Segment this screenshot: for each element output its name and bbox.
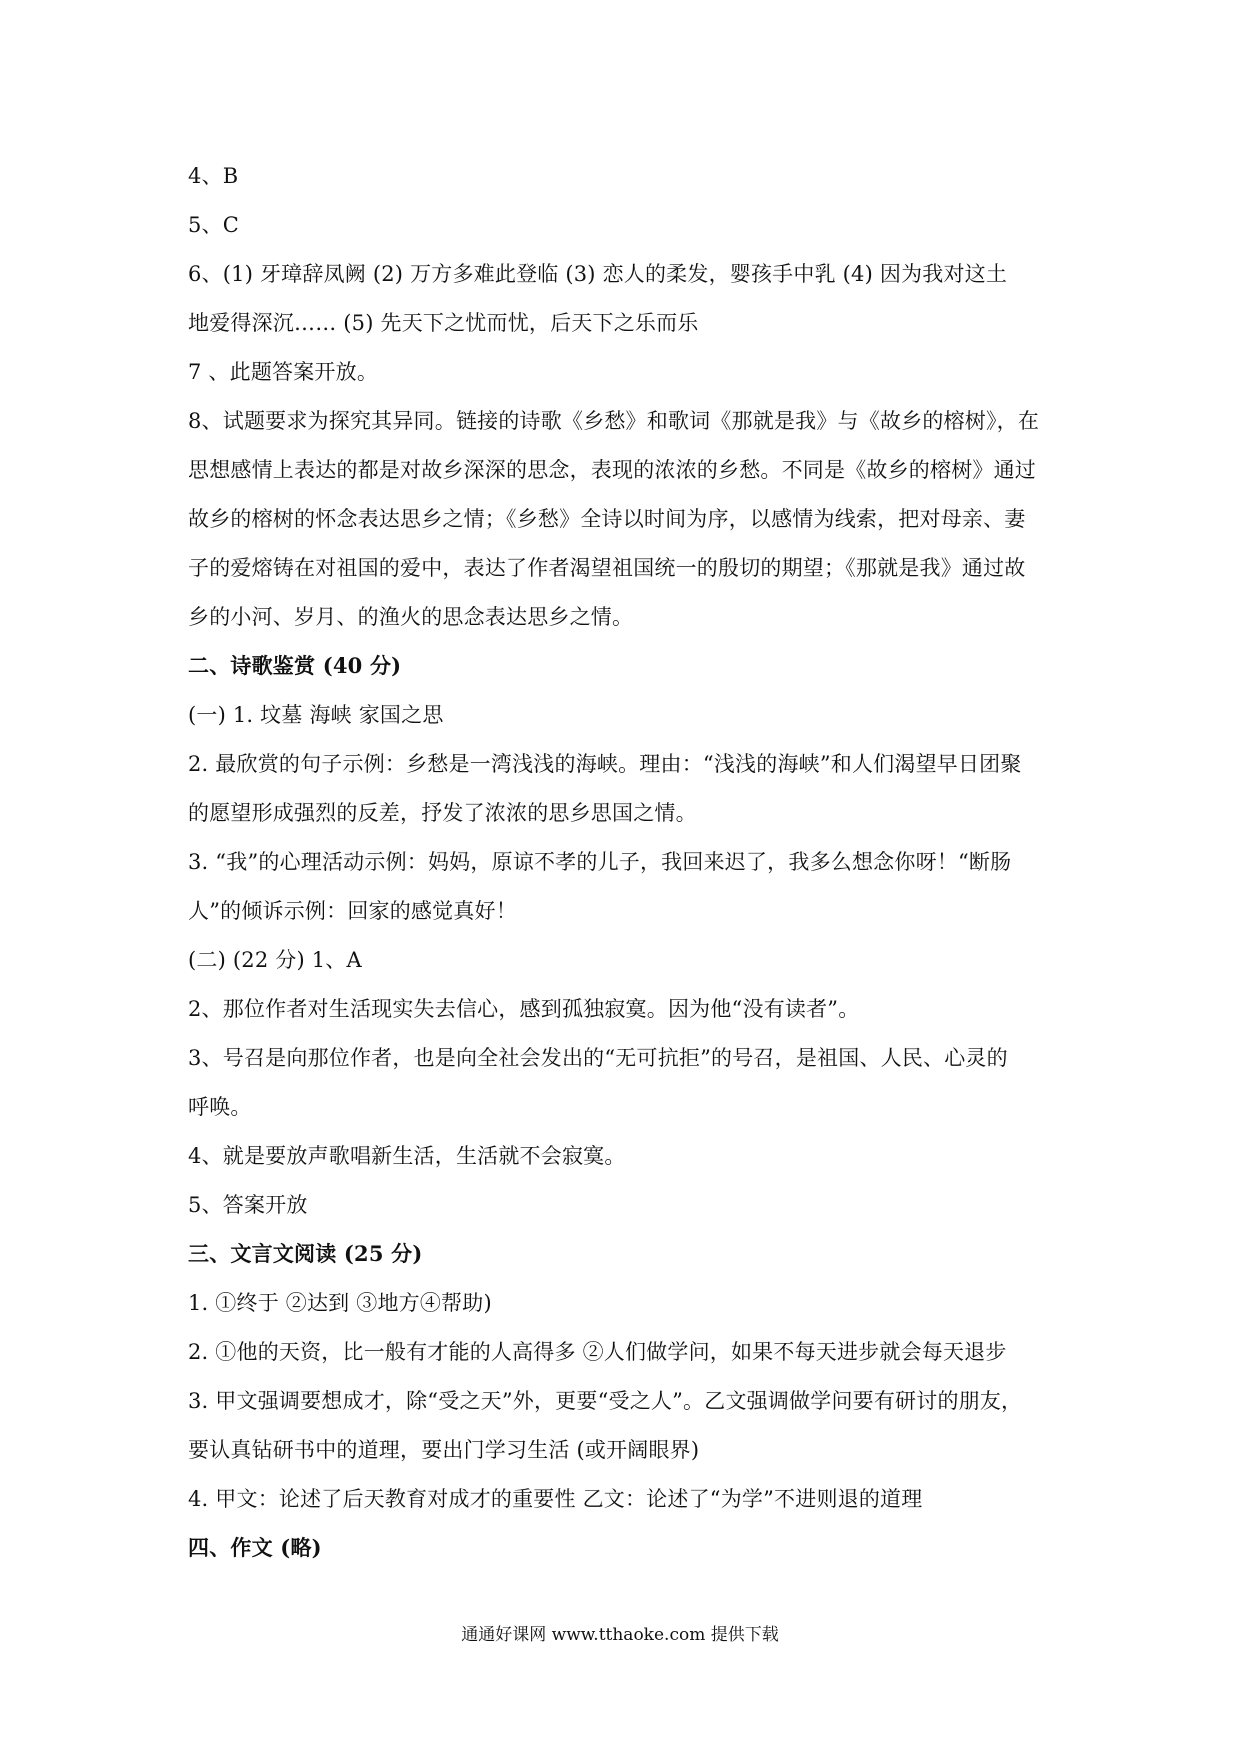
answer-5: 5、C [188, 213, 240, 237]
answer-8-line-2: 思想感情上表达的都是对故乡深深的思念，表现的浓浓的乡愁。不同是《故乡的榕树》通过 [188, 458, 1036, 482]
answer-7: 7 、此题答案开放。 [188, 360, 379, 384]
section-2-part-2-answer-3-line-1: 3、号召是向那位作者，也是向全社会发出的“无可抗拒”的号召，是祖国、人民、心灵的 [188, 1046, 1008, 1070]
answer-6-line-1: 6、(1) 牙璋辞凤阙 (2) 万方多难此登临 (3) 恋人的柔发，婴孩手中乳 (4) 因为我对这土 [188, 262, 1008, 286]
section-2-answer-2-line-2: 的愿望形成强烈的反差，抒发了浓浓的思乡思国之情。 [188, 801, 697, 825]
section-2-answer-3-line-2: 人”的倾诉示例：回家的感觉真好！ [188, 899, 517, 923]
answer-4: 4、B [188, 164, 239, 188]
section-2-answer-2-line-1: 2. 最欣赏的句子示例：乡愁是一湾浅浅的海峡。理由：“浅浅的海峡”和人们渴望早日团聚 [188, 752, 1022, 776]
section-2-part-2-answer-5: 5、答案开放 [188, 1193, 308, 1217]
section-2-part-2-answer-3-line-2: 呼唤。 [188, 1095, 252, 1119]
section-4-heading: 四、作文 (略) [188, 1535, 322, 1560]
section-2-answer-3-line-1: 3. “我”的心理活动示例：妈妈，原谅不孝的儿子，我回来迟了，我多么想念你呀！“断肠 [188, 850, 1012, 874]
answer-8-line-4: 子的爱熔铸在对祖国的爱中，表达了作者渴望祖国统一的殷切的期望；《那就是我》通过故 [188, 556, 1026, 580]
answer-6-line-2: 地爱得深沉…… (5) 先天下之忧而忧，后天下之乐而乐 [188, 311, 699, 335]
section-2-part-2-answer-2: 2、那位作者对生活现实失去信心，感到孤独寂寞。因为他“没有读者”。 [188, 997, 860, 1021]
section-3-heading: 三、文言文阅读 (25 分) [188, 1241, 423, 1266]
section-2-answer-1: (一) 1. 坟墓 海峡 家国之思 [188, 703, 444, 727]
section-3-answer-4: 4. 甲文：论述了后天教育对成才的重要性 乙文：论述了“为学”不进则退的道理 [188, 1487, 923, 1511]
answer-8-line-5: 乡的小河、岁月、的渔火的思念表达思乡之情。 [188, 605, 634, 629]
page-footer: 通通好课网 www.tthaoke.com 提供下载 [461, 1625, 779, 1645]
answer-8-line-1: 8、试题要求为探究其异同。链接的诗歌《乡愁》和歌词《那就是我》与《故乡的榕树》，在 [188, 409, 1040, 433]
section-3-answer-2: 2. ①他的天资，比一般有才能的人高得多 ②人们做学问，如果不每天进步就会每天退步 [188, 1340, 1007, 1364]
section-3-answer-3-line-1: 3. 甲文强调要想成才，除“受之天”外，更要“受之人”。乙文强调做学问要有研讨的朋友， [188, 1389, 1023, 1413]
section-2-part-2-answer-1: (二) (22 分) 1、A [188, 948, 362, 972]
section-2-part-2-answer-4: 4、就是要放声歌唱新生活，生活就不会寂寞。 [188, 1144, 626, 1168]
answer-8-line-3: 故乡的榕树的怀念表达思乡之情；《乡愁》全诗以时间为序，以感情为线索，把对母亲、妻 [188, 507, 1026, 531]
section-3-answer-3-line-2: 要认真钻研书中的道理，要出门学习生活 (或开阔眼界) [188, 1438, 700, 1462]
section-2-heading: 二、诗歌鉴赏 (40 分) [188, 653, 402, 678]
section-3-answer-1: 1. ①终于 ②达到 ③地方④帮助) [188, 1291, 492, 1315]
